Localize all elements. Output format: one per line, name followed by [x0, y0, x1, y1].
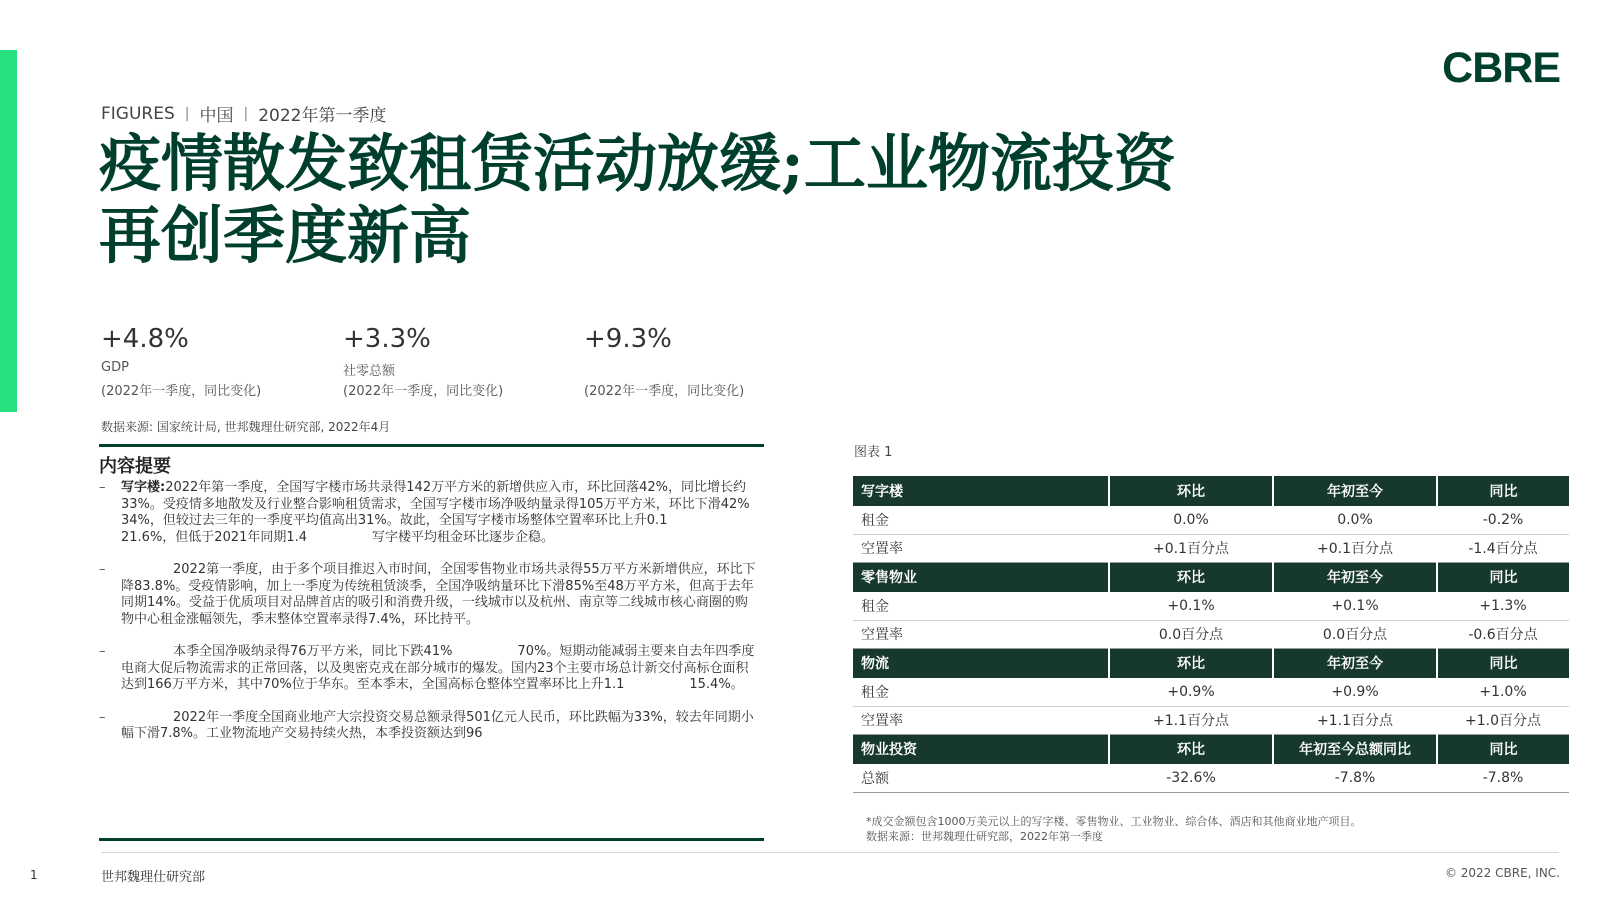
row-label: 租金	[853, 592, 1109, 620]
cell-qoq: +0.9%	[1109, 678, 1273, 706]
cell-yoy: -0.6百分点	[1437, 620, 1569, 648]
page-number: 1	[30, 868, 38, 882]
column-header: 年初至今	[1273, 476, 1437, 506]
breadcrumb-item-region: 中国	[199, 106, 234, 126]
row-label: 空置率	[853, 620, 1109, 648]
footnote-line: *成交金额包含1000万美元以上的写字楼、零售物业、工业物业、综合体、酒店和其他商业地产项目。	[866, 815, 1362, 828]
row-label: 总额	[853, 764, 1109, 792]
cell-ytd: -7.8%	[1273, 764, 1437, 792]
row-label: 空置率	[853, 534, 1109, 562]
table-row	[853, 592, 1569, 620]
column-header: 同比	[1437, 476, 1569, 506]
cell-ytd: 0.0百分点	[1273, 620, 1437, 648]
stat-name: 社零总额	[343, 364, 396, 379]
cell-ytd: 0.0%	[1273, 506, 1437, 534]
column-header: 年初至今总额同比	[1273, 734, 1437, 764]
stat-value: +4.8%	[101, 324, 189, 354]
table-section-header	[853, 562, 1569, 592]
column-header: 年初至今	[1273, 648, 1437, 678]
cell-ytd: +0.9%	[1273, 678, 1437, 706]
table-section-header	[853, 648, 1569, 678]
table-row	[853, 706, 1569, 734]
column-header: 环比	[1109, 648, 1273, 678]
summary-list	[99, 480, 815, 759]
row-label: 空置率	[853, 706, 1109, 734]
cell-qoq: 0.0百分点	[1109, 620, 1273, 648]
column-header: 年初至今	[1273, 562, 1437, 592]
section-name: 零售物业	[853, 562, 1109, 592]
footnote-source: 数据来源：世邦魏理仕研究部，2022年第一季度	[866, 830, 1103, 843]
stat-note: (2022年一季度，同比变化)	[343, 384, 504, 399]
cbre-logo: CBRE	[1442, 44, 1560, 92]
cell-qoq: -32.6%	[1109, 764, 1273, 792]
stat-value: +3.3%	[343, 324, 431, 354]
stat-third	[584, 322, 744, 399]
section-name: 写字楼	[853, 476, 1109, 506]
summary-item-retail	[99, 562, 759, 628]
summary-item-text: 本季全国净吸纳录得76万平方米，同比下跌41% 70%。短期动能减弱主要来自去年四季度电商大促后物流需求的正常回落，以及奥密克戎在部分城市的爆发。国内23个主要市场总计新交付高标仓面积达到166万平方米，其中70%位于华东。至本季末，全国高标仓整体空置率环比上升1.1 15.4%。	[121, 644, 755, 692]
cell-qoq: 0.0%	[1109, 506, 1273, 534]
row-label: 租金	[853, 506, 1109, 534]
summary-item-text: 2022年第一季度，全国写字楼市场共录得142万平方米的新增供应入市，环比回落42%，同比增长约33%。受疫情多地散发及行业整合影响租赁需求，全国写字楼市场净吸纳量录得105万平方米，环比下滑42% 34%，但较过去三年的一季度平均值高出31%。故此，全国写字楼市场整体空置率环比上升0.1 21.6%，但低于2021年同期1.4 写字楼平均租金环比逐步企稳。	[121, 480, 815, 545]
summary-item-text: 2022年一季度全国商业地产大宗投资交易总额录得501亿元人民币，环比跌幅为33%，较去年同期小幅下滑7.8%。工业物流地产交易持续火热，本季投资额达到96	[121, 709, 754, 741]
breadcrumb-separator: |	[184, 105, 190, 122]
stat-gdp	[101, 322, 261, 399]
summary-item-office	[99, 480, 815, 546]
footer-divider	[101, 852, 1559, 853]
cell-yoy: +1.0百分点	[1437, 706, 1569, 734]
cell-yoy: +1.0%	[1437, 678, 1569, 706]
data-source: 数据来源: 国家统计局, 世邦魏理仕研究部, 2022年4月	[101, 420, 391, 434]
row-label: 租金	[853, 678, 1109, 706]
cell-ytd: +0.1百分点	[1273, 534, 1437, 562]
section-name: 物流	[853, 648, 1109, 678]
breadcrumb-item-period: 2022年第一季度	[258, 106, 387, 126]
table-row	[853, 678, 1569, 706]
summary-item-text: 2022第一季度，由于多个项目推迟入市时间，全国零售物业市场共录得55万平方米新增供应，环比下降83.8%。受疫情影响，加上一季度为传统租赁淡季，全国净吸纳量环比下滑85%至48万平方米，但高于去年同期14%。受益于优质项目对品牌首店的吸引和消费升级，一线城市以及杭州、南京等二线城市核心商圈的购物中心租金涨幅领先，季末整体空置率录得7.4%，环比持平。	[121, 562, 756, 627]
table-row	[853, 764, 1569, 792]
table-section-header	[853, 476, 1569, 506]
cell-qoq: +0.1%	[1109, 592, 1273, 620]
title-line-1: 疫情散发致租赁活动放缓;工业物流投资	[99, 127, 1176, 200]
column-header: 环比	[1109, 476, 1273, 506]
page-title	[99, 128, 1299, 272]
stat-name	[584, 360, 744, 378]
footer-publisher: 世邦魏理仕研究部	[101, 870, 206, 885]
table-row	[853, 506, 1569, 534]
stat-note: (2022年一季度，同比变化)	[101, 384, 262, 399]
column-header: 环比	[1109, 734, 1273, 764]
table-row	[853, 534, 1569, 562]
market-indicators-table	[853, 476, 1569, 793]
breadcrumb-separator: |	[243, 105, 249, 122]
stat-value: +9.3%	[584, 324, 672, 354]
stat-retail-sales	[343, 322, 503, 399]
figure-label: 图表 1	[854, 445, 893, 460]
breadcrumb	[101, 101, 386, 126]
cell-yoy: -1.4百分点	[1437, 534, 1569, 562]
title-line-2: 再创季度新高	[99, 199, 472, 272]
section-divider-top	[99, 444, 764, 447]
cell-qoq: +0.1百分点	[1109, 534, 1273, 562]
table-footnote	[866, 814, 1362, 844]
breadcrumb-item-figures: FIGURES	[101, 103, 175, 124]
stat-note: (2022年一季度，同比变化)	[584, 384, 745, 399]
column-header: 同比	[1437, 648, 1569, 678]
column-header: 同比	[1437, 734, 1569, 764]
table-section-header	[853, 734, 1569, 764]
section-name: 物业投资	[853, 734, 1109, 764]
cell-yoy: +1.3%	[1437, 592, 1569, 620]
stat-name: GDP	[101, 360, 129, 375]
summary-title: 内容提要	[99, 456, 171, 477]
summary-item-label: 写字楼:	[121, 480, 166, 495]
summary-item-logistics	[99, 644, 759, 694]
cell-yoy: -0.2%	[1437, 506, 1569, 534]
cell-yoy: -7.8%	[1437, 764, 1569, 792]
table-row	[853, 620, 1569, 648]
column-header: 环比	[1109, 562, 1273, 592]
cell-qoq: +1.1百分点	[1109, 706, 1273, 734]
footer-copyright: © 2022 CBRE, INC.	[1444, 866, 1560, 880]
accent-bar	[0, 50, 17, 412]
cell-ytd: +0.1%	[1273, 592, 1437, 620]
column-header: 同比	[1437, 562, 1569, 592]
section-divider-bottom	[99, 838, 764, 841]
cell-ytd: +1.1百分点	[1273, 706, 1437, 734]
summary-item-investment	[99, 710, 759, 743]
